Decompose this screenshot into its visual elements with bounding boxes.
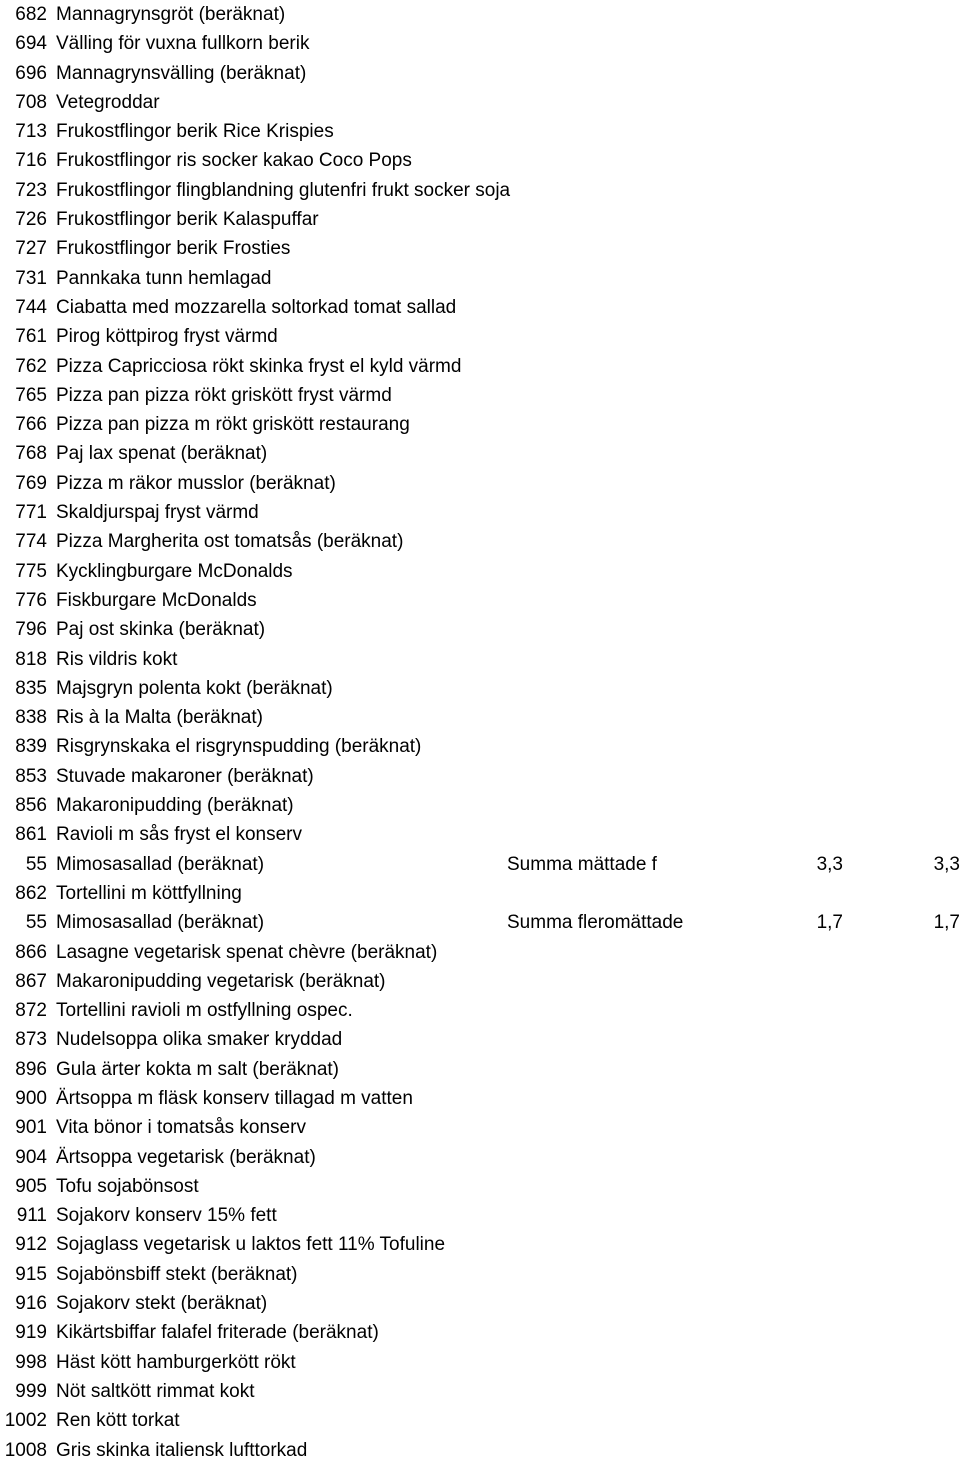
cell-id: 856	[15, 795, 47, 817]
cell-name: Vetegroddar	[56, 91, 160, 113]
cell-id: 919	[15, 1322, 47, 1344]
cell-id: 861	[15, 824, 47, 846]
table-row	[0, 586, 960, 615]
cell-id: 696	[15, 62, 47, 84]
cell-id: 838	[15, 707, 47, 729]
table-row	[0, 1289, 960, 1318]
cell-id: 727	[15, 238, 47, 260]
cell-id: 911	[16, 1205, 47, 1227]
cell-id: 1008	[4, 1439, 47, 1461]
cell-id: 896	[15, 1058, 47, 1080]
cell-value-1: 1,7	[816, 912, 843, 934]
table-row	[0, 1230, 960, 1259]
table-row	[0, 469, 960, 498]
cell-id: 716	[15, 150, 47, 172]
cell-id: 713	[15, 121, 47, 143]
cell-id: 774	[15, 531, 47, 553]
cell-name: Ris vildris kokt	[56, 648, 178, 670]
cell-id: 901	[15, 1117, 47, 1139]
cell-id: 900	[15, 1087, 47, 1109]
table-row	[0, 850, 960, 879]
table-row	[0, 1436, 960, 1465]
table-row	[0, 264, 960, 293]
cell-name: Sojaglass vegetarisk u laktos fett 11% Tofuline	[56, 1234, 446, 1256]
table-row	[0, 938, 960, 967]
table-row	[0, 1025, 960, 1054]
table-row	[0, 557, 960, 586]
cell-name: Pirog köttpirog fryst värmd	[56, 326, 278, 348]
cell-id: 708	[15, 91, 47, 113]
table-row	[0, 1113, 960, 1142]
cell-id: 1002	[4, 1410, 47, 1432]
table-row	[0, 1260, 960, 1289]
cell-id: 999	[15, 1380, 47, 1402]
cell-value-2: 3,3	[933, 853, 960, 875]
cell-name: Mimosasallad (beräknat)	[56, 912, 265, 934]
cell-name: Pannkaka tunn hemlagad	[56, 267, 272, 289]
table-row	[0, 1143, 960, 1172]
table-row	[0, 117, 960, 146]
cell-id: 839	[15, 736, 47, 758]
table-row	[0, 498, 960, 527]
table-row	[0, 820, 960, 849]
table-row	[0, 381, 960, 410]
cell-id: 768	[15, 443, 47, 465]
cell-id: 761	[15, 326, 47, 348]
cell-name: Majsgryn polenta kokt (beräknat)	[56, 677, 333, 699]
table-row	[0, 59, 960, 88]
cell-id: 55	[25, 912, 47, 934]
table-row	[0, 234, 960, 263]
cell-id: 866	[15, 941, 47, 963]
cell-id: 771	[15, 502, 47, 524]
cell-name: Frukostflingor berik Frosties	[56, 238, 291, 260]
cell-name: Lasagne vegetarisk spenat chèvre (beräknat)	[56, 941, 438, 963]
cell-id: 682	[15, 4, 47, 25]
cell-id: 744	[15, 296, 47, 318]
cell-id: 775	[15, 560, 47, 582]
cell-name: Frukostflingor flingblandning glutenfri frukt socker soja	[56, 179, 511, 201]
table-row	[0, 762, 960, 791]
cell-name: Makaronipudding (beräknat)	[56, 795, 294, 817]
cell-id: 915	[15, 1263, 47, 1285]
cell-name: Frukostflingor berik Kalaspuffar	[56, 209, 319, 231]
cell-name: Ris à la Malta (beräknat)	[56, 707, 263, 729]
cell-id: 818	[15, 648, 47, 670]
cell-name: Kycklingburgare McDonalds	[56, 560, 293, 582]
cell-name: Tortellini ravioli m ostfyllning ospec.	[56, 1000, 353, 1022]
cell-name: Tofu sojabönsost	[56, 1175, 199, 1197]
cell-id: 867	[15, 970, 47, 992]
table-row	[0, 1348, 960, 1377]
cell-name: Pizza pan pizza rökt griskött fryst värmd	[56, 384, 392, 406]
cell-name: Nöt saltkött rimmat kokt	[56, 1380, 255, 1402]
table-row	[0, 322, 960, 351]
table-row	[0, 1172, 960, 1201]
cell-id: 904	[15, 1146, 47, 1168]
table-row	[0, 1318, 960, 1347]
table-row	[0, 732, 960, 761]
table-row	[0, 1201, 960, 1230]
cell-name: Mannagrynsgröt (beräknat)	[56, 4, 286, 25]
cell-id: 769	[15, 472, 47, 494]
cell-name: Skaldjurspaj fryst värmd	[56, 502, 259, 524]
cell-value-2: 1,7	[933, 912, 960, 934]
table-row	[0, 352, 960, 381]
cell-id: 731	[15, 267, 47, 289]
table-row	[0, 1377, 960, 1406]
cell-id: 998	[15, 1351, 47, 1373]
cell-name: Sojakorv stekt (beräknat)	[56, 1293, 268, 1315]
cell-name: Stuvade makaroner (beräknat)	[56, 765, 314, 787]
table-row	[0, 146, 960, 175]
cell-name: Paj lax spenat (beräknat)	[56, 443, 268, 465]
cell-name: Mimosasallad (beräknat)	[56, 853, 265, 875]
cell-name: Frukostflingor berik Rice Krispies	[56, 121, 334, 143]
cell-name: Paj ost skinka (beräknat)	[56, 619, 266, 641]
cell-name: Häst kött hamburgerkött rökt	[56, 1351, 296, 1373]
cell-value-1: 3,3	[816, 853, 843, 875]
table-row	[0, 996, 960, 1025]
cell-id: 796	[15, 619, 47, 641]
cell-name: Pizza Margherita ost tomatsås (beräknat)	[56, 531, 404, 553]
cell-label: Summa mättade f	[507, 853, 657, 875]
cell-name: Tortellini m köttfyllning	[56, 882, 242, 904]
table-row	[0, 293, 960, 322]
table-row	[0, 1055, 960, 1084]
cell-name: Sojakorv konserv 15% fett	[56, 1205, 277, 1227]
table-row	[0, 615, 960, 644]
cell-name: Ren kött torkat	[56, 1410, 180, 1432]
table-row	[0, 205, 960, 234]
table-row	[0, 88, 960, 117]
cell-id: 873	[15, 1029, 47, 1051]
cell-name: Frukostflingor ris socker kakao Coco Pops	[56, 150, 412, 172]
cell-id: 55	[25, 853, 47, 875]
cell-name: Ravioli m sås fryst el konserv	[56, 824, 303, 846]
cell-name: Ciabatta med mozzarella soltorkad tomat sallad	[56, 296, 457, 318]
cell-id: 765	[15, 384, 47, 406]
cell-name: Pizza m räkor musslor (beräknat)	[56, 472, 336, 494]
cell-name: Makaronipudding vegetarisk (beräknat)	[56, 970, 386, 992]
cell-name: Gula ärter kokta m salt (beräknat)	[56, 1058, 339, 1080]
table-row	[0, 0, 960, 29]
table-row	[0, 439, 960, 468]
cell-id: 762	[15, 355, 47, 377]
cell-name: Mannagrynsvälling (beräknat)	[56, 62, 307, 84]
cell-name: Risgrynskaka el risgrynspudding (beräknat)	[56, 736, 422, 758]
table-row	[0, 1084, 960, 1113]
cell-name: Ärtsoppa vegetarisk (beräknat)	[56, 1146, 316, 1168]
cell-id: 853	[15, 765, 47, 787]
table-row	[0, 176, 960, 205]
table-row	[0, 703, 960, 732]
table-row	[0, 674, 960, 703]
cell-label: Summa fleromättade	[507, 912, 684, 934]
table-row	[0, 879, 960, 908]
table-row	[0, 1406, 960, 1435]
table-row	[0, 410, 960, 439]
cell-id: 723	[15, 179, 47, 201]
cell-id: 766	[15, 414, 47, 436]
table-row	[0, 29, 960, 58]
cell-id: 912	[15, 1234, 47, 1256]
cell-name: Fiskburgare McDonalds	[56, 589, 257, 611]
cell-name: Ärtsoppa m fläsk konserv tillagad m vatten	[56, 1087, 413, 1109]
cell-name: Kikärtsbiffar falafel friterade (beräknat)	[56, 1322, 379, 1344]
cell-id: 916	[15, 1293, 47, 1315]
cell-id: 872	[15, 1000, 47, 1022]
cell-name: Välling för vuxna fullkorn berik	[56, 33, 310, 55]
cell-name: Nudelsoppa olika smaker kryddad	[56, 1029, 343, 1051]
cell-name: Pizza Capricciosa rökt skinka fryst el kyld värmd	[56, 355, 462, 377]
cell-id: 905	[15, 1175, 47, 1197]
table-row	[0, 645, 960, 674]
cell-name: Gris skinka italiensk lufttorkad	[56, 1439, 308, 1461]
table-row	[0, 527, 960, 556]
cell-name: Vita bönor i tomatsås konserv	[56, 1117, 306, 1139]
table-row	[0, 967, 960, 996]
table-row	[0, 908, 960, 937]
table-row	[0, 791, 960, 820]
cell-id: 694	[15, 33, 47, 55]
cell-id: 776	[15, 589, 47, 611]
cell-id: 835	[15, 677, 47, 699]
cell-name: Pizza pan pizza m rökt griskött restaurang	[56, 414, 410, 436]
cell-name: Sojabönsbiff stekt (beräknat)	[56, 1263, 298, 1285]
cell-id: 862	[15, 882, 47, 904]
cell-id: 726	[15, 209, 47, 231]
